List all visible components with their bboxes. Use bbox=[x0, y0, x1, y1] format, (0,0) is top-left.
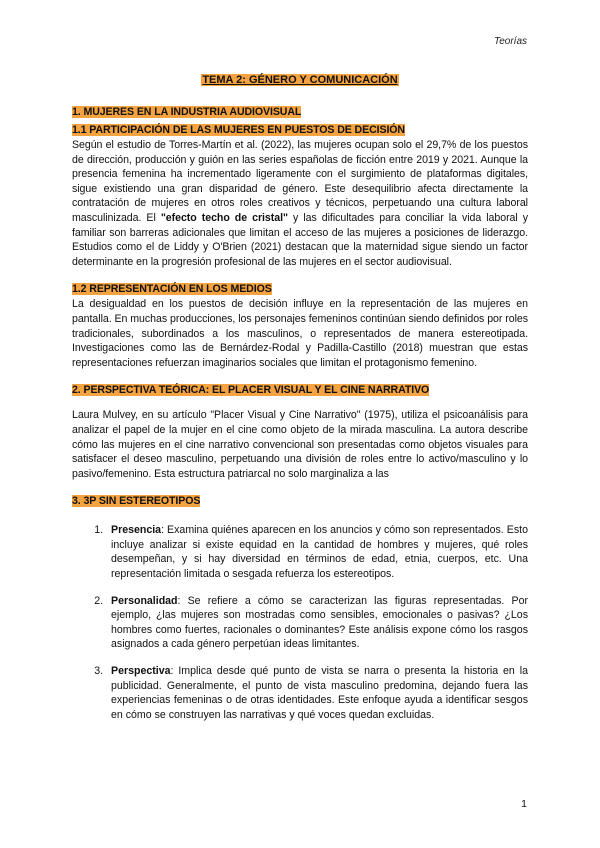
three-p-list bbox=[72, 523, 528, 722]
section-heading-3: 3. 3P SIN ESTEREOTIPOS bbox=[72, 495, 201, 508]
list-item: 3. Perspectiva: Implica desde qué punto de vista se narra o presenta la historia en la publicidad. Generalmente, el punto de vista masculino predomina, dejando fuera las experiencias femeninas o de otras identidades. Este enfoque ayuda a identificar sesgos en cómo se construyen las narrativas y qué voces quedan excluidas. bbox=[106, 664, 528, 722]
list-item: 2. Personalidad: Se refiere a cómo se caracterizan las figuras representadas. Por ejemplo, ¿las mujeres son mostradas como sensibles, emocionales o pasivas? ¿Los hombres como fuertes, racionales o dominantes? Este análisis expone cómo los rasgos asignados a cada género perpetúan ideas limitantes. bbox=[106, 594, 528, 652]
section-heading-1: 1. MUJERES EN LA INDUSTRIA AUDIOVISUAL bbox=[72, 106, 302, 118]
list-item: 1. Presencia: Examina quiénes aparecen en los anuncios y cómo son representados. Esto incluye analizar si existe equidad en la cantidad de hombres y mujeres, qué roles desempeñan, y si hay diversidad en términos de edad, etnia, cuerpos, etc. Una representación limitada o sesgada refuerza los estereotipos. bbox=[106, 523, 528, 581]
document-body bbox=[72, 70, 528, 734]
paragraph-1-2: La desigualdad en los puestos de decisión influye en la representación de las mujeres en pantalla. En muchas producciones, los personajes femeninos continúan siendo definidos por roles tradicionales, subordinados a los masculinos, o representados de manera estereotipada. Investigaciones como las de Bernárdez-Rodal y Padilla-Castillo (2018) muestran que estas representaciones refuerzan imaginarios sociales que limitan el protagonismo femenino. bbox=[72, 298, 528, 369]
document-title: TEMA 2: GÉNERO Y COMUNICACIÓN bbox=[202, 74, 398, 86]
section-heading-2: 2. PERSPECTIVA TEÓRICA: EL PLACER VISUAL Y EL CINE NARRATIVO bbox=[72, 384, 430, 397]
paragraph-1-1: Según el estudio de Torres-Martín et al. (2022), las mujeres ocupan solo el 29,7% de los puestos de dirección, producción y guión en las series españolas de ficción entre 2019 y 2021. Aunque la presencia femenina ha incrementado ligeramente con el surgimiento de plataformas digitales, sigue existiendo una gran disparidad de género. Este desequilibrio afecta directamente la contratación de mujeres en otros roles creativos y técnicos, perpetuando una cultura laboral masculinizada. El "efecto techo de cristal" y las dificultades para conciliar la vida laboral y familiar son barreras adicionales que limitan el acceso de las mujeres a posiciones de liderazgo. Estudios como el de Liddy y O'Brien (2021) destacan que la maternidad sigue siendo un factor determinante en la progresión profesional de las mujeres en el sector audiovisual. bbox=[72, 139, 529, 268]
section-heading-1-1: 1.1 PARTICIPACIÓN DE LAS MUJERES EN PUESTOS DE DECISIÓN bbox=[72, 124, 405, 136]
running-header: Teorías bbox=[494, 36, 527, 47]
section-heading-1-2: 1.2 REPRESENTACIÓN EN LOS MEDIOS bbox=[72, 283, 272, 296]
page-number: 1 bbox=[521, 798, 527, 810]
paragraph-2: Laura Mulvey, en su artículo "Placer Visual y Cine Narrativo" (1975), utiliza el psicoanálisis para analizar el papel de la mujer en el cine como objeto de la mirada masculina. La autora describe cómo las mujeres en el cine narrativo convencional son presentadas como objetos visuales para satisfacer el deseo masculino, perpetuando una división de roles entre lo activo/masculino y lo pasivo/femenino. Esta estructura patriarcal no solo marginaliza a las bbox=[72, 409, 528, 480]
